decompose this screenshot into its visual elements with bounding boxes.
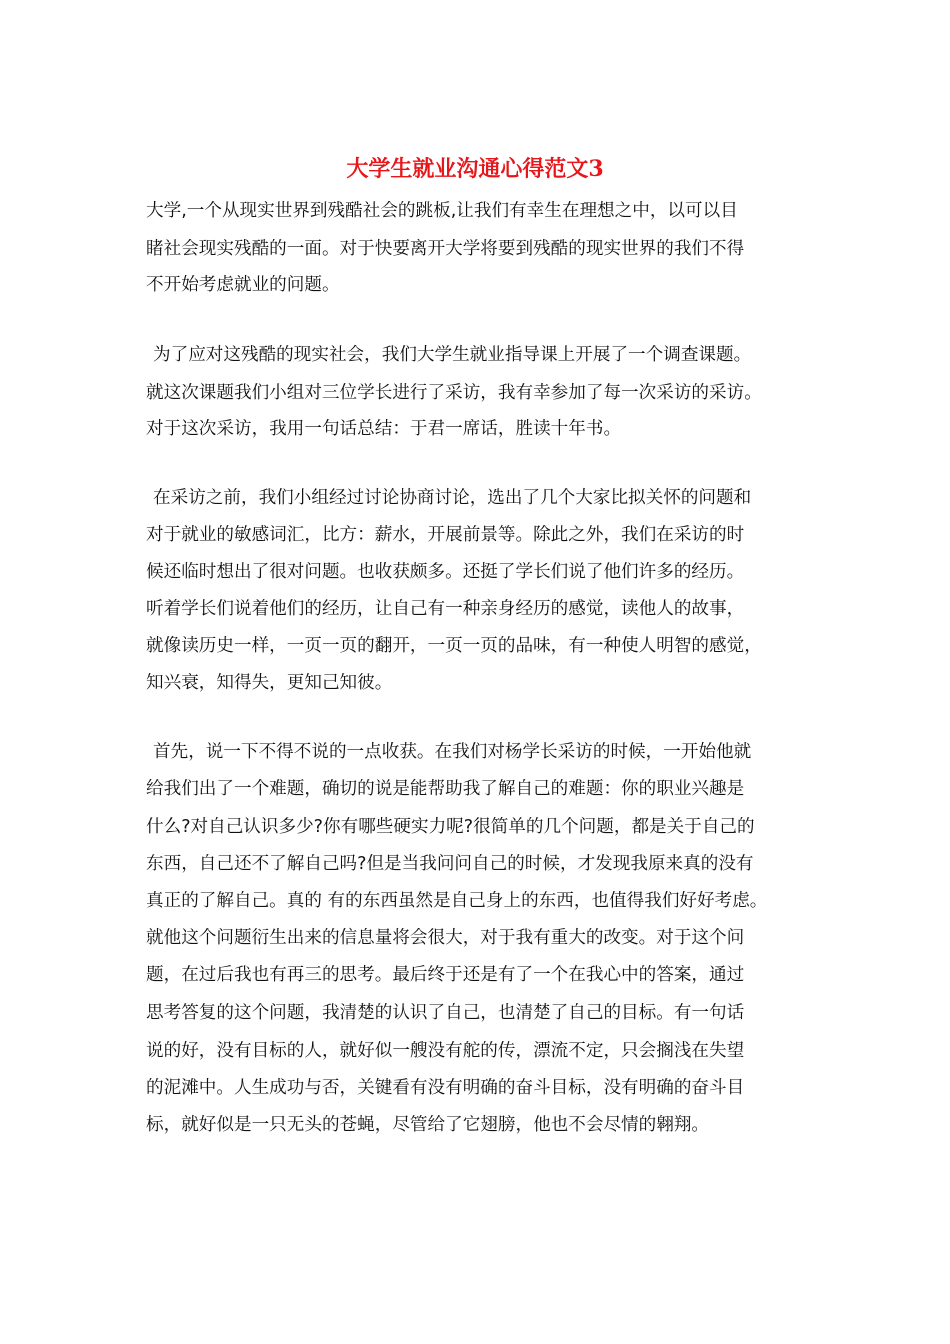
text-line: 思考答复的这个问题，我清楚的认识了自己，也清楚了自己的目标。有一句话 bbox=[146, 1003, 745, 1023]
text-line: 首先，说一下不得不说的一点收获。在我们对杨学长采访的时候，一开始他就 bbox=[153, 742, 752, 762]
text-line: 候还临时想出了很对问题。也收获颇多。还挺了学长们说了他们许多的经历。 bbox=[146, 562, 745, 582]
text-line: 什么?对自己认识多少?你有哪些硬实力呢?很简单的几个问题，都是关于自己的 bbox=[146, 817, 755, 837]
text-line: 为了应对这残酷的现实社会，我们大学生就业指导课上开展了一个调查课题。 bbox=[153, 345, 752, 365]
text-line: 真正的了解自己。真的 有的东西虽然是自己身上的东西，也值得我们好好考虑。 bbox=[146, 891, 768, 911]
text-line: 在采访之前，我们小组经过讨论协商讨论，选出了几个大家比拟关怀的问题和 bbox=[153, 488, 752, 508]
text-line: 的泥滩中。人生成功与否，关键看有没有明确的奋斗目标，没有明确的奋斗目 bbox=[146, 1078, 745, 1098]
text-line: 给我们出了一个难题，确切的说是能帮助我了解自己的难题：你的职业兴趣是 bbox=[146, 779, 745, 799]
document-title: 大学生就业沟通心得范文3 bbox=[346, 156, 604, 182]
text-line: 标，就好似是一只无头的苍蝇，尽管给了它翅膀，他也不会尽情的翱翔。 bbox=[146, 1115, 710, 1135]
text-line: 就他这个问题衍生出来的信息量将会很大，对于我有重大的改变。对于这个问 bbox=[146, 928, 745, 948]
text-line: 听着学长们说着他们的经历，让自己有一种亲身经历的感觉，读他人的故事， bbox=[146, 599, 745, 619]
text-line: 睹社会现实残酷的一面。对于快要离开大学将要到残酷的现实世界的我们不得 bbox=[146, 239, 745, 259]
text-line: 不开始考虑就业的问题。 bbox=[146, 275, 340, 295]
text-line: 知兴衰，知得失，更知己知彼。 bbox=[146, 673, 393, 693]
text-line: 对于这次采访，我用一句话总结：于君一席话，胜读十年书。 bbox=[146, 419, 622, 439]
text-line: 说的好，没有目标的人，就好似一艘没有舵的传，漂流不定，只会搁浅在失望 bbox=[146, 1041, 745, 1061]
text-line: 就像读历史一样，一页一页的翻开，一页一页的品味，有一种使人明智的感觉， bbox=[146, 636, 762, 656]
text-line: 对于就业的敏感词汇，比方：薪水，开展前景等。除此之外，我们在采访的时 bbox=[146, 525, 745, 545]
text-line: 大学,一个从现实世界到残酷社会的跳板,让我们有幸生在理想之中，以可以目 bbox=[146, 201, 738, 221]
text-line: 题，在过后我也有再三的思考。最后终于还是有了一个在我心中的答案，通过 bbox=[146, 965, 745, 985]
text-line: 东西，自己还不了解自己吗?但是当我问问自己的时候，才发现我原来真的没有 bbox=[146, 854, 754, 874]
text-line: 就这次课题我们小组对三位学长进行了采访，我有幸参加了每一次采访的采访。 bbox=[146, 383, 762, 403]
